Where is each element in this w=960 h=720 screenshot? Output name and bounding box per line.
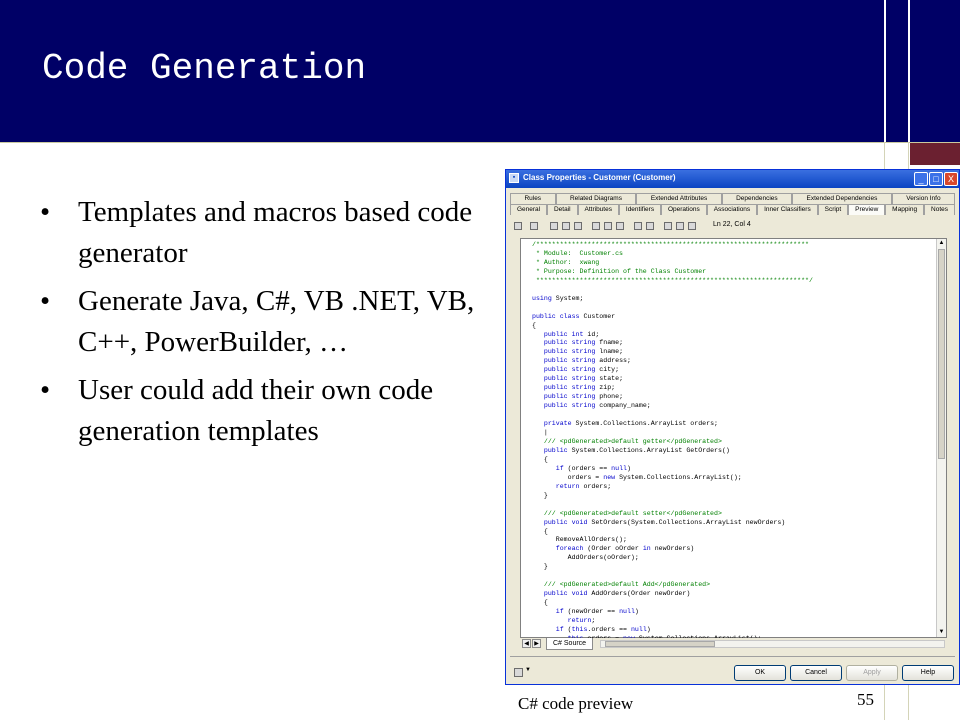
bullet-item (40, 370, 490, 452)
close-button[interactable]: X (944, 172, 958, 186)
tab-prev-icon[interactable]: ◀ (522, 639, 531, 648)
tab-row-upper (510, 193, 955, 204)
tab-notes[interactable]: Notes (924, 204, 955, 215)
ok-button[interactable]: OK (734, 665, 786, 681)
tab-extended-dependencies[interactable]: Extended Dependencies (792, 193, 892, 204)
help-button[interactable]: Help (902, 665, 954, 681)
vertical-scrollbar[interactable] (936, 239, 946, 637)
tab-version-info[interactable]: Version Info (892, 193, 955, 204)
tab-identifiers[interactable]: Identifiers (619, 204, 661, 215)
redo-icon[interactable] (646, 222, 654, 230)
tab-script[interactable]: Script (818, 204, 849, 215)
scrollbar-thumb[interactable] (938, 249, 945, 459)
tab-operations[interactable]: Operations (661, 204, 707, 215)
code-text[interactable]: /********************************************************************* * Module: Customer.cs * Author: xwang * Purpose: Definition of the Class Customer *********************************************************************/ using System; public class Customer { public int id; public string fname; public string lname; public string address; public string city; public string state; public string zip; public string phone; public string company_name; private System.Collections.ArrayList orders; | /// <pdGenerated>default getter</pdGenerated> public System.Collections.ArrayList GetOrders() { if (orders == null) orders = new System.Collections.ArrayList(); return orders; } /// <pdGenerated>default setter</pdGenerated> public void SetOrders(System.Collections.ArrayList newOrders) { RemoveAllOrders(); foreach (Order oOrder in newOrders) AddOrders(oOrder); } /// <pdGenerated>default Add</pdGenerated> public void AddOrders(Order newOrder) { if (newOrder == null) return; if (this.orders == null) (532, 241, 813, 633)
menu-icon[interactable] (514, 222, 522, 230)
tab-detail[interactable]: Detail (547, 204, 578, 215)
horizontal-scrollbar[interactable] (600, 640, 945, 648)
decorative-line (908, 0, 910, 142)
bullet-text: User could add their own code generation templates (78, 374, 434, 447)
tab-row-lower (510, 204, 955, 215)
undo-icon[interactable] (634, 222, 642, 230)
tab-csharp-source[interactable]: C# Source (546, 638, 593, 650)
tab-rules[interactable]: Rules (510, 193, 556, 204)
new-icon[interactable] (530, 222, 538, 230)
chevron-down-icon[interactable]: ▼ (525, 667, 531, 673)
page-number: 55 (857, 690, 874, 709)
save-all-icon[interactable] (562, 222, 570, 230)
find-icon[interactable] (574, 222, 582, 230)
tab-associations[interactable]: Associations (707, 204, 757, 215)
minimize-button[interactable]: _ (914, 172, 928, 186)
bullet-symbol: • (40, 374, 51, 406)
cut-icon[interactable] (592, 222, 600, 230)
cancel-button[interactable]: Cancel (790, 665, 842, 681)
preview-toolbar (510, 220, 955, 234)
save-icon[interactable] (550, 222, 558, 230)
bullet-item (40, 281, 490, 363)
bullet-text: Templates and macros based code generator (78, 196, 473, 269)
apply-button[interactable]: Apply (846, 665, 898, 681)
scroll-down-icon[interactable]: ▼ (938, 629, 945, 635)
options-icon[interactable] (664, 222, 672, 230)
bullet-text: Generate Java, C#, VB .NET, VB, C++, PowerBuilder, … (78, 285, 475, 358)
window-title: Class Properties - Customer (Customer) (523, 173, 676, 182)
accent-block (910, 143, 960, 165)
copy-icon[interactable] (604, 222, 612, 230)
tab-general[interactable]: General (510, 204, 547, 215)
window-icon: ▪ (509, 173, 519, 183)
bullet-item (40, 192, 490, 274)
tab-related-diagrams[interactable]: Related Diagrams (556, 193, 637, 204)
figure-caption: C# code preview (518, 694, 634, 713)
tab-dependencies[interactable]: Dependencies (722, 193, 792, 204)
tab-extended-attributes[interactable]: Extended Attributes (636, 193, 721, 204)
paste-icon[interactable] (616, 222, 624, 230)
scroll-up-icon[interactable]: ▲ (938, 240, 945, 246)
tab-attributes[interactable]: Attributes (578, 204, 619, 215)
bullet-symbol: • (40, 196, 51, 228)
grid-icon[interactable] (676, 222, 684, 230)
tab-mapping[interactable]: Mapping (885, 204, 924, 215)
editor-bottom-bar (520, 638, 947, 650)
properties-icon[interactable] (688, 222, 696, 230)
tab-preview[interactable]: Preview (848, 204, 885, 215)
class-properties-window (505, 169, 960, 685)
slide-title: Code Generation (42, 48, 367, 89)
scrollbar-thumb[interactable] (605, 641, 715, 647)
tab-inner-classifiers[interactable]: Inner Classifiers (757, 204, 818, 215)
window-titlebar (506, 170, 959, 188)
maximize-button[interactable]: □ (929, 172, 943, 186)
tab-next-icon[interactable]: ▶ (532, 639, 541, 648)
slide-header (0, 0, 960, 142)
code-editor[interactable] (520, 238, 947, 638)
bullet-symbol: • (40, 285, 51, 317)
divider (510, 656, 955, 657)
divider (0, 142, 960, 143)
bullet-list (40, 192, 490, 459)
decorative-line (884, 0, 886, 142)
cursor-position: Ln 22, Col 4 (713, 221, 751, 228)
more-menu-icon[interactable] (514, 668, 523, 677)
